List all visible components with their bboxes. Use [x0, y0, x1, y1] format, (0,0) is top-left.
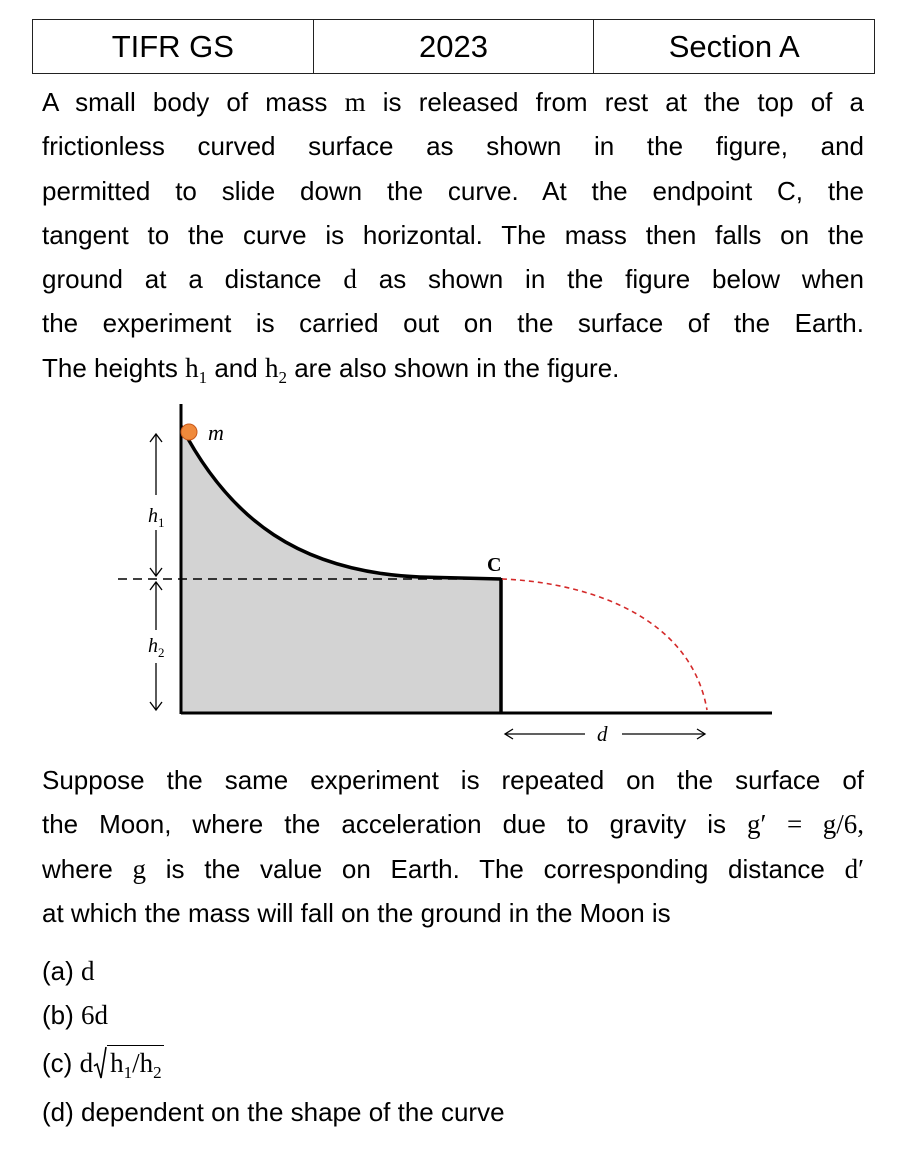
p1-line-6: the experiment is carried out on the surface of the Earth. — [42, 308, 864, 339]
surface-fill — [181, 426, 501, 713]
sqrt-expression: $h_1/h_2$ — [93, 1045, 164, 1088]
p2-line-3: where g is the value on Earth. The corresponding distance d′ — [42, 853, 864, 884]
trajectory-path — [502, 579, 707, 710]
mass-ball — [181, 424, 197, 440]
option-a[interactable]: (a) d — [42, 956, 95, 986]
option-d[interactable]: (d) dependent on the shape of the curve — [42, 1097, 505, 1127]
p2-line-4: at which the mass will fall on the ground in the Moon is — [42, 897, 671, 928]
p2-line-2: the Moon, where the acceleration due to gravity is g′ = g/6, — [42, 809, 864, 840]
mass-label: m — [208, 420, 224, 445]
h1-label: $h_1$ — [148, 505, 165, 530]
point-c-label: C — [487, 554, 502, 576]
p1-line-1: A small body of mass m is released from rest at the top of a — [42, 87, 865, 117]
p1-line-5: ground at a distance d as shown in the figure below when — [42, 264, 864, 295]
header-year: 2023 — [313, 20, 594, 73]
p1-line-7: The heights $h_1$ and $h_2$ are also shown in the figure. — [42, 352, 620, 387]
option-c[interactable]: (c) d $h_1/h_2$ — [42, 1045, 164, 1088]
question-paragraph-2 — [42, 758, 864, 935]
d-label: d — [597, 722, 608, 746]
header-exam: TIFR GS — [111, 28, 234, 64]
p2-line-1: Suppose the same experiment is repeated on the surface of — [42, 765, 864, 795]
p1-line-4: tangent to the curve is horizontal. The mass then falls on the — [42, 219, 864, 250]
sqrt-sign — [93, 1046, 107, 1080]
p1-line-2: frictionless curved surface as shown in the figure, and — [42, 131, 864, 162]
option-b[interactable]: (b) 6d — [42, 1000, 109, 1030]
h2-label: $h_2$ — [148, 635, 165, 660]
header-section: Section A — [593, 20, 874, 73]
p1-line-3: permitted to slide down the curve. At the endpoint C, the — [42, 175, 864, 206]
